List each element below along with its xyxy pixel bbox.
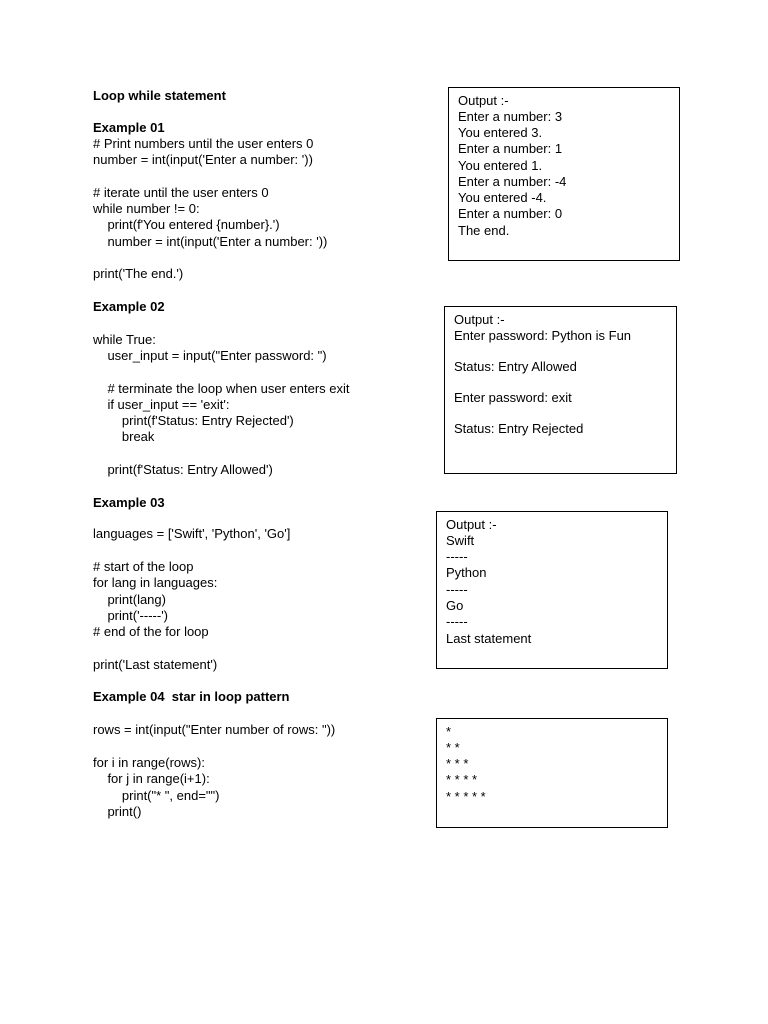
output-line: You entered -4.: [458, 190, 547, 205]
code-line: user_input = input("Enter password: "): [93, 348, 327, 363]
code-line: while True:: [93, 332, 156, 347]
code-line: # start of the loop: [93, 559, 194, 574]
example-03-output-box: [436, 511, 668, 669]
code-line: # end of the for loop: [93, 624, 209, 639]
output-line: Enter a number: -4: [458, 174, 567, 189]
code-line: print(lang): [93, 592, 166, 607]
output-line: You entered 3.: [458, 125, 543, 140]
example-04-output-box: [436, 718, 668, 828]
example-02-title: Example 02: [93, 299, 165, 314]
output-line: Output :-: [454, 312, 505, 327]
output-line: Enter a number: 0: [458, 206, 563, 221]
output-line: Swift: [446, 533, 475, 548]
code-line: for lang in languages:: [93, 575, 218, 590]
output-line: The end.: [458, 223, 510, 238]
code-line: print('The end.'): [93, 266, 184, 281]
output-line: * * * * *: [446, 789, 486, 804]
output-line: Go: [446, 598, 464, 613]
example-03-title: Example 03: [93, 495, 165, 510]
output-line: You entered 1.: [458, 158, 543, 173]
example-01-title: Example 01: [93, 120, 165, 135]
code-line: rows = int(input("Enter number of rows: ")): [93, 722, 336, 737]
code-line: print(): [93, 804, 142, 819]
output-line: * *: [446, 740, 460, 755]
output-line: Output :-: [446, 517, 497, 532]
code-line: for i in range(rows):: [93, 755, 205, 770]
example-04-title: Example 04 star in loop pattern: [93, 689, 290, 704]
code-line: print("* ", end=""): [93, 788, 220, 803]
code-line: if user_input == 'exit':: [93, 397, 230, 412]
code-line: number = int(input('Enter a number: ')): [93, 152, 313, 167]
output-line: Status: Entry Rejected: [454, 421, 584, 436]
code-line: while number != 0:: [93, 201, 200, 216]
output-line: Python: [446, 565, 487, 580]
output-line: Enter a number: 1: [458, 141, 563, 156]
output-line: * * *: [446, 756, 469, 771]
code-line: # iterate until the user enters 0: [93, 185, 269, 200]
output-line: -----: [446, 582, 468, 597]
code-line: # terminate the loop when user enters exit: [93, 381, 350, 396]
code-line: print('-----'): [93, 608, 169, 623]
output-line: Enter a number: 3: [458, 109, 563, 124]
example-02-output-box: [444, 306, 677, 474]
code-line: print(f'Status: Entry Allowed'): [93, 462, 273, 477]
page-title: Loop while statement: [93, 88, 226, 103]
code-line: print(f'You entered {number}.'): [93, 217, 280, 232]
code-line: break: [93, 429, 155, 444]
code-line: print(f'Status: Entry Rejected'): [93, 413, 294, 428]
output-line: -----: [446, 614, 468, 629]
code-line: for j in range(i+1):: [93, 771, 210, 786]
output-line: Enter password: exit: [454, 390, 572, 405]
output-line: Last statement: [446, 631, 532, 646]
output-line: Output :-: [458, 93, 509, 108]
code-line: number = int(input('Enter a number: ')): [93, 234, 328, 249]
code-line: # Print numbers until the user enters 0: [93, 136, 314, 151]
code-line: languages = ['Swift', 'Python', 'Go']: [93, 526, 291, 541]
output-line: * * * *: [446, 772, 478, 787]
output-line: *: [446, 724, 452, 739]
output-line: -----: [446, 549, 468, 564]
code-line: print('Last statement'): [93, 657, 218, 672]
output-line: Enter password: Python is Fun: [454, 328, 632, 343]
example-01-output-box: [448, 87, 680, 261]
output-line: Status: Entry Allowed: [454, 359, 577, 374]
